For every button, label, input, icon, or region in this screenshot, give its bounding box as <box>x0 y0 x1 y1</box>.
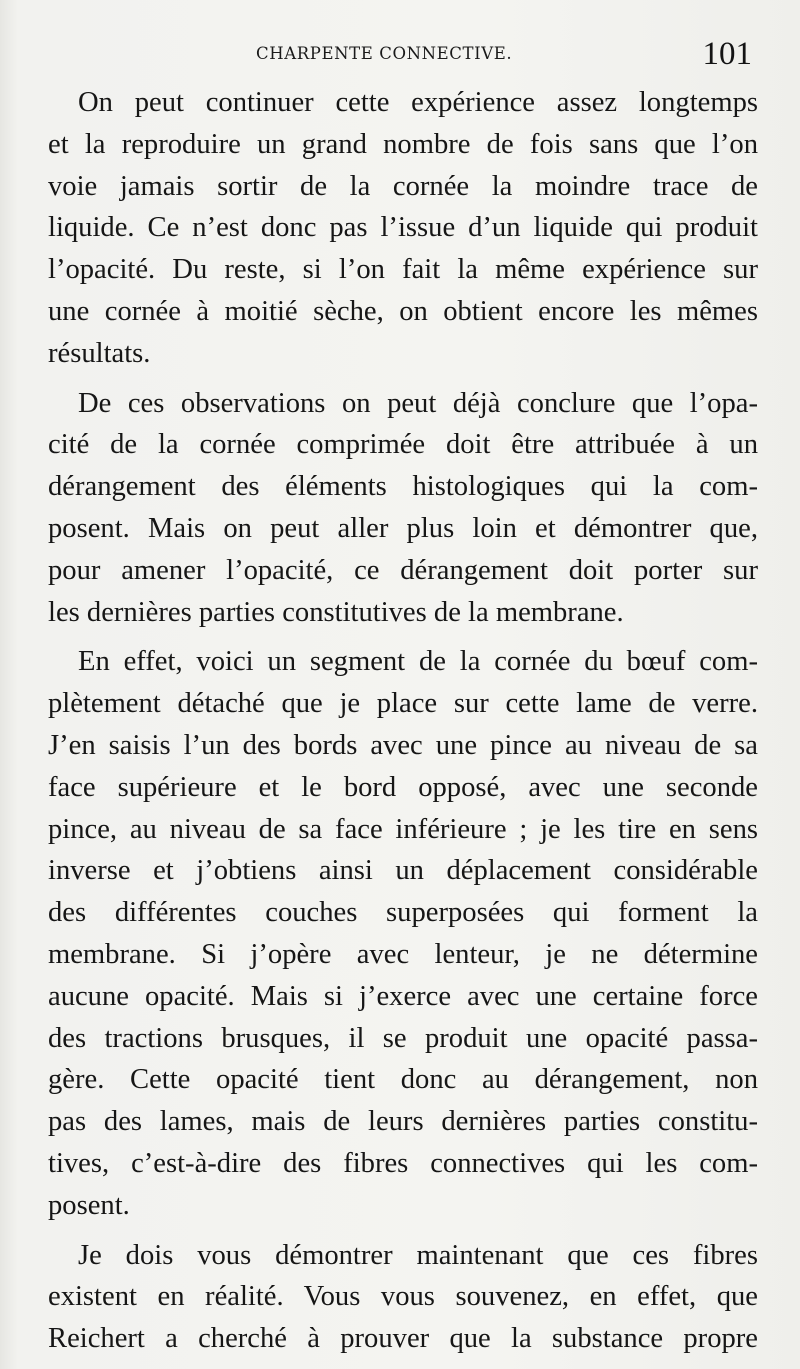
text-line: pince, au niveau de sa face inférieure ; je les tire en sens <box>48 813 758 845</box>
text-line: En effet, voici un segment de la cornée du bœuf com- <box>78 646 758 678</box>
text-line: voie jamais sortir de la cornée la moindre trace de <box>48 170 758 202</box>
text-line: les dernières parties constitutives de la membrane. <box>48 596 624 628</box>
text-line: aucune opacité. Mais si j’exerce avec une certaine force <box>48 980 758 1012</box>
text-line: posent. Mais on peut aller plus loin et démontrer que, <box>48 512 758 544</box>
text-line: pour amener l’opacité, ce dérangement doit porter sur <box>48 554 758 586</box>
text-line: inverse et j’obtiens ainsi un déplacement considérable <box>48 855 758 887</box>
text-line: De ces observations on peut déjà conclure que l’opa- <box>78 387 758 419</box>
text-line: et la reproduire un grand nombre de fois sans que l’on <box>48 128 758 160</box>
text-line: plètement détaché que je place sur cette lame de verre. <box>48 688 758 720</box>
text-line: existent en réalité. Vous vous souvenez, en effet, que <box>48 1281 758 1313</box>
text-line: face supérieure et le bord opposé, avec une seconde <box>48 771 758 803</box>
text-line: J’en saisis l’un des bords avec une pince au niveau de sa <box>48 729 758 761</box>
paragraph-1 <box>48 82 758 375</box>
page-header <box>40 36 752 76</box>
text-line: liquide. Ce n’est donc pas l’issue d’un liquide qui produit <box>48 212 758 244</box>
text-line: des différentes couches superposées qui forment la <box>48 897 758 929</box>
text-line: posent. <box>48 1189 130 1221</box>
body-text <box>48 82 758 1368</box>
text-line: membrane. Si j’opère avec lenteur, je ne détermine <box>48 938 758 970</box>
text-line: tives, c’est-à-dire des fibres connectives qui les com- <box>48 1147 758 1179</box>
paragraph-3 <box>48 641 758 1226</box>
text-line: pas des lames, mais de leurs dernières parties constitu- <box>48 1106 758 1138</box>
page-number: 101 <box>702 36 752 72</box>
paragraph-2 <box>48 383 758 634</box>
text-line: dérangement des éléments histologiques qui la com- <box>48 471 758 503</box>
paragraph-4 <box>48 1235 758 1360</box>
text-line: l’opacité. Du reste, si l’on fait la même expérience sur <box>48 254 758 286</box>
text-line: une cornée à moitié sèche, on obtient encore les mêmes <box>48 295 758 327</box>
text-line: des tractions brusques, il se produit une opacité passa- <box>48 1022 758 1054</box>
text-line: gère. Cette opacité tient donc au dérangement, non <box>48 1064 758 1096</box>
text-line: Je dois vous démontrer maintenant que ces fibres <box>78 1239 758 1271</box>
text-line: Reichert a cherché à prouver que la substance propre <box>48 1323 758 1355</box>
running-head: CHARPENTE CONNECTIVE. <box>256 44 513 63</box>
text-line: On peut continuer cette expérience assez longtemps <box>78 87 758 118</box>
text-line: résultats. <box>48 337 151 369</box>
text-line: cité de la cornée comprimée doit être attribuée à un <box>48 429 758 461</box>
